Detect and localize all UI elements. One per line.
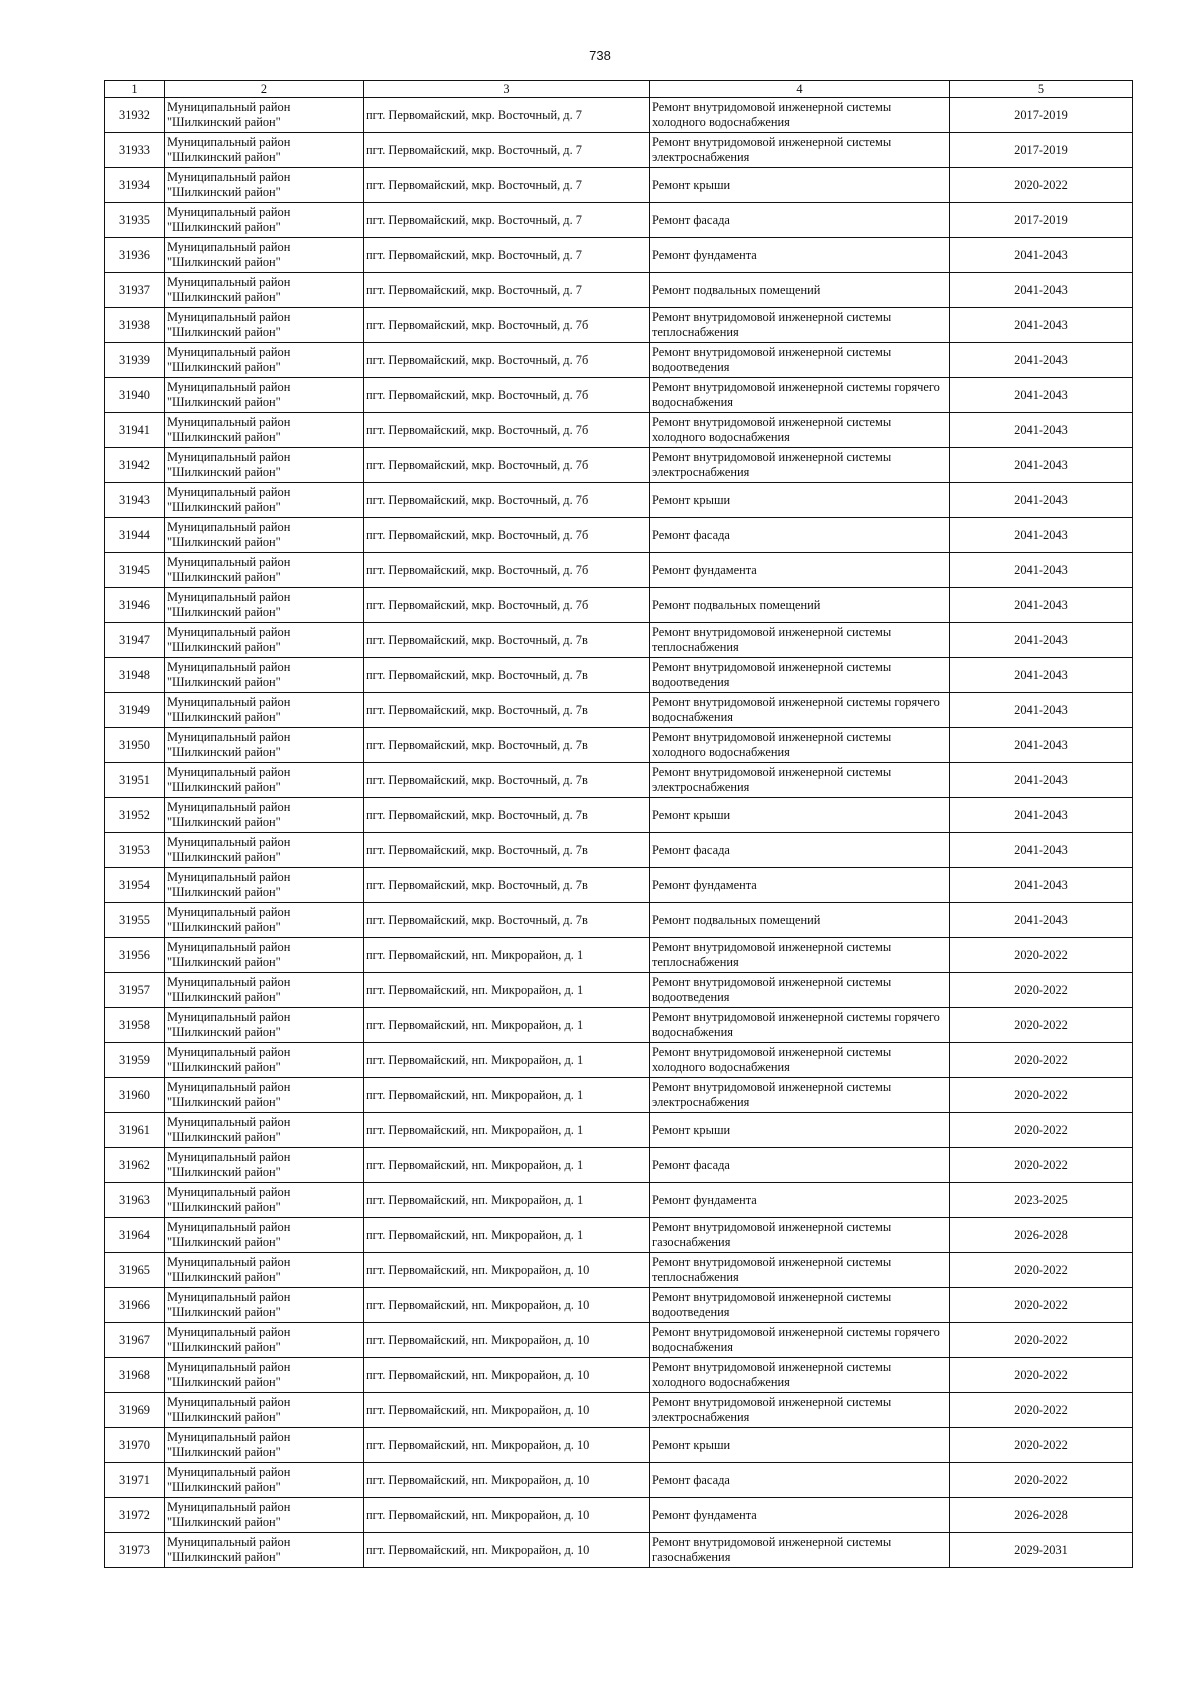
table-row bbox=[105, 623, 1133, 658]
address-cell: пгт. Первомайский, мкр. Восточный, д. 7в bbox=[364, 763, 650, 798]
work-type-cell: Ремонт внутридомовой инженерной системы теплоснабжения bbox=[650, 938, 950, 973]
row-number-cell: 31955 bbox=[105, 903, 165, 938]
row-number-cell: 31933 bbox=[105, 133, 165, 168]
address-cell: пгт. Первомайский, мкр. Восточный, д. 7в bbox=[364, 658, 650, 693]
work-type-cell: Ремонт внутридомовой инженерной системы холодного водоснабжения bbox=[650, 728, 950, 763]
period-cell: 2020-2022 bbox=[950, 1428, 1133, 1463]
row-number-cell: 31947 bbox=[105, 623, 165, 658]
period-cell: 2041-2043 bbox=[950, 763, 1133, 798]
row-number-cell: 31968 bbox=[105, 1358, 165, 1393]
address-cell: пгт. Первомайский, нп. Микрорайон, д. 1 bbox=[364, 1008, 650, 1043]
work-type-cell: Ремонт внутридомовой инженерной системы водоотведения bbox=[650, 973, 950, 1008]
period-cell: 2041-2043 bbox=[950, 728, 1133, 763]
table-row bbox=[105, 133, 1133, 168]
table-row bbox=[105, 308, 1133, 343]
row-number-cell: 31951 bbox=[105, 763, 165, 798]
district-cell: Муниципальный район "Шилкинский район" bbox=[165, 1323, 364, 1358]
table-row bbox=[105, 168, 1133, 203]
address-cell: пгт. Первомайский, мкр. Восточный, д. 7в bbox=[364, 623, 650, 658]
district-cell: Муниципальный район "Шилкинский район" bbox=[165, 798, 364, 833]
table-row bbox=[105, 938, 1133, 973]
address-cell: пгт. Первомайский, нп. Микрорайон, д. 10 bbox=[364, 1288, 650, 1323]
table-row bbox=[105, 238, 1133, 273]
table-row bbox=[105, 98, 1133, 133]
table-row bbox=[105, 1078, 1133, 1113]
work-type-cell: Ремонт внутридомовой инженерной системы водоотведения bbox=[650, 343, 950, 378]
address-cell: пгт. Первомайский, мкр. Восточный, д. 7в bbox=[364, 798, 650, 833]
period-cell: 2041-2043 bbox=[950, 623, 1133, 658]
row-number-cell: 31958 bbox=[105, 1008, 165, 1043]
table-row bbox=[105, 1393, 1133, 1428]
row-number-cell: 31954 bbox=[105, 868, 165, 903]
row-number-cell: 31956 bbox=[105, 938, 165, 973]
row-number-cell: 31959 bbox=[105, 1043, 165, 1078]
period-cell: 2041-2043 bbox=[950, 798, 1133, 833]
row-number-cell: 31944 bbox=[105, 518, 165, 553]
period-cell: 2026-2028 bbox=[950, 1218, 1133, 1253]
district-cell: Муниципальный район "Шилкинский район" bbox=[165, 168, 364, 203]
address-cell: пгт. Первомайский, нп. Микрорайон, д. 10 bbox=[364, 1323, 650, 1358]
work-type-cell: Ремонт фундамента bbox=[650, 1183, 950, 1218]
table-row bbox=[105, 1533, 1133, 1568]
district-cell: Муниципальный район "Шилкинский район" bbox=[165, 1393, 364, 1428]
period-cell: 2020-2022 bbox=[950, 973, 1133, 1008]
column-header: 5 bbox=[950, 81, 1133, 98]
period-cell: 2041-2043 bbox=[950, 238, 1133, 273]
address-cell: пгт. Первомайский, нп. Микрорайон, д. 10 bbox=[364, 1253, 650, 1288]
period-cell: 2020-2022 bbox=[950, 1043, 1133, 1078]
period-cell: 2041-2043 bbox=[950, 553, 1133, 588]
row-number-cell: 31972 bbox=[105, 1498, 165, 1533]
period-cell: 2041-2043 bbox=[950, 658, 1133, 693]
row-number-cell: 31935 bbox=[105, 203, 165, 238]
table-row bbox=[105, 1148, 1133, 1183]
table-row bbox=[105, 1008, 1133, 1043]
work-type-cell: Ремонт крыши bbox=[650, 1113, 950, 1148]
address-cell: пгт. Первомайский, нп. Микрорайон, д. 10 bbox=[364, 1498, 650, 1533]
row-number-cell: 31950 bbox=[105, 728, 165, 763]
column-number-header-row bbox=[105, 81, 1133, 98]
address-cell: пгт. Первомайский, нп. Микрорайон, д. 10 bbox=[364, 1393, 650, 1428]
table-row bbox=[105, 1288, 1133, 1323]
district-cell: Муниципальный район "Шилкинский район" bbox=[165, 98, 364, 133]
work-type-cell: Ремонт внутридомовой инженерной системы холодного водоснабжения bbox=[650, 1358, 950, 1393]
work-type-cell: Ремонт крыши bbox=[650, 1428, 950, 1463]
row-number-cell: 31957 bbox=[105, 973, 165, 1008]
district-cell: Муниципальный район "Шилкинский район" bbox=[165, 1218, 364, 1253]
work-type-cell: Ремонт фасада bbox=[650, 518, 950, 553]
repair-schedule-table bbox=[104, 80, 1133, 1568]
row-number-cell: 31963 bbox=[105, 1183, 165, 1218]
table-row bbox=[105, 903, 1133, 938]
work-type-cell: Ремонт крыши bbox=[650, 168, 950, 203]
table-row bbox=[105, 1498, 1133, 1533]
row-number-cell: 31934 bbox=[105, 168, 165, 203]
row-number-cell: 31949 bbox=[105, 693, 165, 728]
address-cell: пгт. Первомайский, нп. Микрорайон, д. 1 bbox=[364, 1148, 650, 1183]
column-header: 2 bbox=[165, 81, 364, 98]
work-type-cell: Ремонт внутридомовой инженерной системы электроснабжения bbox=[650, 763, 950, 798]
district-cell: Муниципальный район "Шилкинский район" bbox=[165, 1078, 364, 1113]
work-type-cell: Ремонт внутридомовой инженерной системы теплоснабжения bbox=[650, 1253, 950, 1288]
column-header: 4 bbox=[650, 81, 950, 98]
address-cell: пгт. Первомайский, мкр. Восточный, д. 7б bbox=[364, 378, 650, 413]
district-cell: Муниципальный район "Шилкинский район" bbox=[165, 693, 364, 728]
district-cell: Муниципальный район "Шилкинский район" bbox=[165, 973, 364, 1008]
period-cell: 2041-2043 bbox=[950, 693, 1133, 728]
work-type-cell: Ремонт внутридомовой инженерной системы водоотведения bbox=[650, 1288, 950, 1323]
address-cell: пгт. Первомайский, мкр. Восточный, д. 7б bbox=[364, 308, 650, 343]
district-cell: Муниципальный район "Шилкинский район" bbox=[165, 868, 364, 903]
district-cell: Муниципальный район "Шилкинский район" bbox=[165, 833, 364, 868]
district-cell: Муниципальный район "Шилкинский район" bbox=[165, 763, 364, 798]
work-type-cell: Ремонт фундамента bbox=[650, 553, 950, 588]
district-cell: Муниципальный район "Шилкинский район" bbox=[165, 903, 364, 938]
period-cell: 2020-2022 bbox=[950, 1113, 1133, 1148]
district-cell: Муниципальный район "Шилкинский район" bbox=[165, 1358, 364, 1393]
district-cell: Муниципальный район "Шилкинский район" bbox=[165, 518, 364, 553]
district-cell: Муниципальный район "Шилкинский район" bbox=[165, 413, 364, 448]
work-type-cell: Ремонт фасада bbox=[650, 1463, 950, 1498]
address-cell: пгт. Первомайский, мкр. Восточный, д. 7в bbox=[364, 833, 650, 868]
address-cell: пгт. Первомайский, нп. Микрорайон, д. 10 bbox=[364, 1533, 650, 1568]
table-row bbox=[105, 728, 1133, 763]
address-cell: пгт. Первомайский, мкр. Восточный, д. 7б bbox=[364, 588, 650, 623]
row-number-cell: 31953 bbox=[105, 833, 165, 868]
district-cell: Муниципальный район "Шилкинский район" bbox=[165, 378, 364, 413]
address-cell: пгт. Первомайский, мкр. Восточный, д. 7 bbox=[364, 133, 650, 168]
address-cell: пгт. Первомайский, мкр. Восточный, д. 7 bbox=[364, 168, 650, 203]
period-cell: 2041-2043 bbox=[950, 588, 1133, 623]
period-cell: 2020-2022 bbox=[950, 1253, 1133, 1288]
district-cell: Муниципальный район "Шилкинский район" bbox=[165, 1183, 364, 1218]
district-cell: Муниципальный район "Шилкинский район" bbox=[165, 1463, 364, 1498]
row-number-cell: 31973 bbox=[105, 1533, 165, 1568]
address-cell: пгт. Первомайский, нп. Микрорайон, д. 1 bbox=[364, 1043, 650, 1078]
table-row bbox=[105, 763, 1133, 798]
district-cell: Муниципальный район "Шилкинский район" bbox=[165, 658, 364, 693]
row-number-cell: 31971 bbox=[105, 1463, 165, 1498]
row-number-cell: 31936 bbox=[105, 238, 165, 273]
address-cell: пгт. Первомайский, нп. Микрорайон, д. 1 bbox=[364, 938, 650, 973]
period-cell: 2017-2019 bbox=[950, 133, 1133, 168]
row-number-cell: 31960 bbox=[105, 1078, 165, 1113]
address-cell: пгт. Первомайский, мкр. Восточный, д. 7 bbox=[364, 238, 650, 273]
work-type-cell: Ремонт фасада bbox=[650, 203, 950, 238]
period-cell: 2029-2031 bbox=[950, 1533, 1133, 1568]
table-row bbox=[105, 1253, 1133, 1288]
table-row bbox=[105, 1183, 1133, 1218]
table-row bbox=[105, 1323, 1133, 1358]
row-number-cell: 31962 bbox=[105, 1148, 165, 1183]
district-cell: Муниципальный район "Шилкинский район" bbox=[165, 1148, 364, 1183]
address-cell: пгт. Первомайский, нп. Микрорайон, д. 1 bbox=[364, 973, 650, 1008]
work-type-cell: Ремонт подвальных помещений bbox=[650, 903, 950, 938]
work-type-cell: Ремонт фундамента bbox=[650, 868, 950, 903]
table-row bbox=[105, 1463, 1133, 1498]
work-type-cell: Ремонт внутридомовой инженерной системы электроснабжения bbox=[650, 1078, 950, 1113]
period-cell: 2041-2043 bbox=[950, 868, 1133, 903]
work-type-cell: Ремонт внутридомовой инженерной системы газоснабжения bbox=[650, 1218, 950, 1253]
row-number-cell: 31952 bbox=[105, 798, 165, 833]
period-cell: 2041-2043 bbox=[950, 343, 1133, 378]
address-cell: пгт. Первомайский, мкр. Восточный, д. 7в bbox=[364, 728, 650, 763]
row-number-cell: 31942 bbox=[105, 448, 165, 483]
work-type-cell: Ремонт внутридомовой инженерной системы горячего водоснабжения bbox=[650, 1323, 950, 1358]
address-cell: пгт. Первомайский, нп. Микрорайон, д. 10 bbox=[364, 1428, 650, 1463]
row-number-cell: 31937 bbox=[105, 273, 165, 308]
work-type-cell: Ремонт фундамента bbox=[650, 1498, 950, 1533]
work-type-cell: Ремонт внутридомовой инженерной системы холодного водоснабжения bbox=[650, 1043, 950, 1078]
table-row bbox=[105, 693, 1133, 728]
period-cell: 2020-2022 bbox=[950, 1288, 1133, 1323]
work-type-cell: Ремонт внутридомовой инженерной системы электроснабжения bbox=[650, 133, 950, 168]
period-cell: 2041-2043 bbox=[950, 483, 1133, 518]
district-cell: Муниципальный район "Шилкинский район" bbox=[165, 343, 364, 378]
row-number-cell: 31948 bbox=[105, 658, 165, 693]
work-type-cell: Ремонт внутридомовой инженерной системы электроснабжения bbox=[650, 448, 950, 483]
table-row bbox=[105, 588, 1133, 623]
row-number-cell: 31946 bbox=[105, 588, 165, 623]
address-cell: пгт. Первомайский, мкр. Восточный, д. 7в bbox=[364, 868, 650, 903]
district-cell: Муниципальный район "Шилкинский район" bbox=[165, 938, 364, 973]
period-cell: 2020-2022 bbox=[950, 1008, 1133, 1043]
period-cell: 2020-2022 bbox=[950, 1358, 1133, 1393]
table-row bbox=[105, 1218, 1133, 1253]
table-row bbox=[105, 483, 1133, 518]
table-row bbox=[105, 518, 1133, 553]
period-cell: 2041-2043 bbox=[950, 273, 1133, 308]
column-header: 3 bbox=[364, 81, 650, 98]
work-type-cell: Ремонт внутридомовой инженерной системы горячего водоснабжения bbox=[650, 378, 950, 413]
table-row bbox=[105, 1113, 1133, 1148]
column-header: 1 bbox=[105, 81, 165, 98]
period-cell: 2041-2043 bbox=[950, 833, 1133, 868]
row-number-cell: 31965 bbox=[105, 1253, 165, 1288]
address-cell: пгт. Первомайский, мкр. Восточный, д. 7в bbox=[364, 903, 650, 938]
address-cell: пгт. Первомайский, мкр. Восточный, д. 7б bbox=[364, 483, 650, 518]
period-cell: 2020-2022 bbox=[950, 1148, 1133, 1183]
district-cell: Муниципальный район "Шилкинский район" bbox=[165, 273, 364, 308]
period-cell: 2041-2043 bbox=[950, 308, 1133, 343]
table-row bbox=[105, 203, 1133, 238]
district-cell: Муниципальный район "Шилкинский район" bbox=[165, 1498, 364, 1533]
row-number-cell: 31967 bbox=[105, 1323, 165, 1358]
address-cell: пгт. Первомайский, нп. Микрорайон, д. 1 bbox=[364, 1113, 650, 1148]
row-number-cell: 31939 bbox=[105, 343, 165, 378]
work-type-cell: Ремонт внутридомовой инженерной системы электроснабжения bbox=[650, 1393, 950, 1428]
work-type-cell: Ремонт крыши bbox=[650, 798, 950, 833]
district-cell: Муниципальный район "Шилкинский район" bbox=[165, 448, 364, 483]
period-cell: 2041-2043 bbox=[950, 448, 1133, 483]
work-type-cell: Ремонт фасада bbox=[650, 833, 950, 868]
row-number-cell: 31938 bbox=[105, 308, 165, 343]
district-cell: Муниципальный район "Шилкинский район" bbox=[165, 238, 364, 273]
work-type-cell: Ремонт внутридомовой инженерной системы холодного водоснабжения bbox=[650, 413, 950, 448]
work-type-cell: Ремонт внутридомовой инженерной системы горячего водоснабжения bbox=[650, 693, 950, 728]
district-cell: Муниципальный район "Шилкинский район" bbox=[165, 308, 364, 343]
period-cell: 2023-2025 bbox=[950, 1183, 1133, 1218]
district-cell: Муниципальный район "Шилкинский район" bbox=[165, 1113, 364, 1148]
table-row bbox=[105, 1043, 1133, 1078]
address-cell: пгт. Первомайский, нп. Микрорайон, д. 1 bbox=[364, 1078, 650, 1113]
work-type-cell: Ремонт подвальных помещений bbox=[650, 273, 950, 308]
row-number-cell: 31940 bbox=[105, 378, 165, 413]
period-cell: 2041-2043 bbox=[950, 378, 1133, 413]
period-cell: 2020-2022 bbox=[950, 1078, 1133, 1113]
table-row bbox=[105, 273, 1133, 308]
address-cell: пгт. Первомайский, нп. Микрорайон, д. 1 bbox=[364, 1218, 650, 1253]
period-cell: 2020-2022 bbox=[950, 1323, 1133, 1358]
period-cell: 2026-2028 bbox=[950, 1498, 1133, 1533]
district-cell: Муниципальный район "Шилкинский район" bbox=[165, 483, 364, 518]
row-number-cell: 31945 bbox=[105, 553, 165, 588]
work-type-cell: Ремонт внутридомовой инженерной системы теплоснабжения bbox=[650, 308, 950, 343]
district-cell: Муниципальный район "Шилкинский район" bbox=[165, 203, 364, 238]
period-cell: 2020-2022 bbox=[950, 168, 1133, 203]
work-type-cell: Ремонт фундамента bbox=[650, 238, 950, 273]
work-type-cell: Ремонт внутридомовой инженерной системы горячего водоснабжения bbox=[650, 1008, 950, 1043]
work-type-cell: Ремонт подвальных помещений bbox=[650, 588, 950, 623]
period-cell: 2041-2043 bbox=[950, 903, 1133, 938]
work-type-cell: Ремонт крыши bbox=[650, 483, 950, 518]
row-number-cell: 31943 bbox=[105, 483, 165, 518]
period-cell: 2041-2043 bbox=[950, 413, 1133, 448]
district-cell: Муниципальный район "Шилкинский район" bbox=[165, 588, 364, 623]
table-row bbox=[105, 343, 1133, 378]
district-cell: Муниципальный район "Шилкинский район" bbox=[165, 1533, 364, 1568]
work-type-cell: Ремонт внутридомовой инженерной системы газоснабжения bbox=[650, 1533, 950, 1568]
page-number: 738 bbox=[589, 48, 611, 63]
row-number-cell: 31961 bbox=[105, 1113, 165, 1148]
period-cell: 2017-2019 bbox=[950, 203, 1133, 238]
address-cell: пгт. Первомайский, мкр. Восточный, д. 7б bbox=[364, 553, 650, 588]
table-row bbox=[105, 833, 1133, 868]
district-cell: Муниципальный район "Шилкинский район" bbox=[165, 1428, 364, 1463]
work-type-cell: Ремонт фасада bbox=[650, 1148, 950, 1183]
period-cell: 2020-2022 bbox=[950, 1393, 1133, 1428]
district-cell: Муниципальный район "Шилкинский район" bbox=[165, 1008, 364, 1043]
table-row bbox=[105, 798, 1133, 833]
district-cell: Муниципальный район "Шилкинский район" bbox=[165, 1253, 364, 1288]
period-cell: 2020-2022 bbox=[950, 938, 1133, 973]
address-cell: пгт. Первомайский, мкр. Восточный, д. 7в bbox=[364, 693, 650, 728]
district-cell: Муниципальный район "Шилкинский район" bbox=[165, 1043, 364, 1078]
address-cell: пгт. Первомайский, мкр. Восточный, д. 7б bbox=[364, 413, 650, 448]
table-row bbox=[105, 658, 1133, 693]
table-row bbox=[105, 1358, 1133, 1393]
work-type-cell: Ремонт внутридомовой инженерной системы холодного водоснабжения bbox=[650, 98, 950, 133]
work-type-cell: Ремонт внутридомовой инженерной системы водоотведения bbox=[650, 658, 950, 693]
row-number-cell: 31941 bbox=[105, 413, 165, 448]
table-row bbox=[105, 973, 1133, 1008]
work-type-cell: Ремонт внутридомовой инженерной системы теплоснабжения bbox=[650, 623, 950, 658]
district-cell: Муниципальный район "Шилкинский район" bbox=[165, 553, 364, 588]
table-row bbox=[105, 378, 1133, 413]
address-cell: пгт. Первомайский, мкр. Восточный, д. 7 bbox=[364, 273, 650, 308]
table-row bbox=[105, 1428, 1133, 1463]
table-row bbox=[105, 448, 1133, 483]
table-row bbox=[105, 868, 1133, 903]
district-cell: Муниципальный район "Шилкинский район" bbox=[165, 623, 364, 658]
address-cell: пгт. Первомайский, нп. Микрорайон, д. 10 bbox=[364, 1463, 650, 1498]
row-number-cell: 31969 bbox=[105, 1393, 165, 1428]
address-cell: пгт. Первомайский, мкр. Восточный, д. 7б bbox=[364, 343, 650, 378]
table-row bbox=[105, 413, 1133, 448]
address-cell: пгт. Первомайский, мкр. Восточный, д. 7б bbox=[364, 448, 650, 483]
address-cell: пгт. Первомайский, мкр. Восточный, д. 7 bbox=[364, 203, 650, 238]
table-row bbox=[105, 553, 1133, 588]
address-cell: пгт. Первомайский, мкр. Восточный, д. 7б bbox=[364, 518, 650, 553]
period-cell: 2017-2019 bbox=[950, 98, 1133, 133]
row-number-cell: 31932 bbox=[105, 98, 165, 133]
row-number-cell: 31966 bbox=[105, 1288, 165, 1323]
address-cell: пгт. Первомайский, нп. Микрорайон, д. 1 bbox=[364, 1183, 650, 1218]
district-cell: Муниципальный район "Шилкинский район" bbox=[165, 133, 364, 168]
row-number-cell: 31964 bbox=[105, 1218, 165, 1253]
row-number-cell: 31970 bbox=[105, 1428, 165, 1463]
address-cell: пгт. Первомайский, мкр. Восточный, д. 7 bbox=[364, 98, 650, 133]
address-cell: пгт. Первомайский, нп. Микрорайон, д. 10 bbox=[364, 1358, 650, 1393]
period-cell: 2020-2022 bbox=[950, 1463, 1133, 1498]
district-cell: Муниципальный район "Шилкинский район" bbox=[165, 728, 364, 763]
period-cell: 2041-2043 bbox=[950, 518, 1133, 553]
district-cell: Муниципальный район "Шилкинский район" bbox=[165, 1288, 364, 1323]
table-body bbox=[105, 98, 1133, 1568]
